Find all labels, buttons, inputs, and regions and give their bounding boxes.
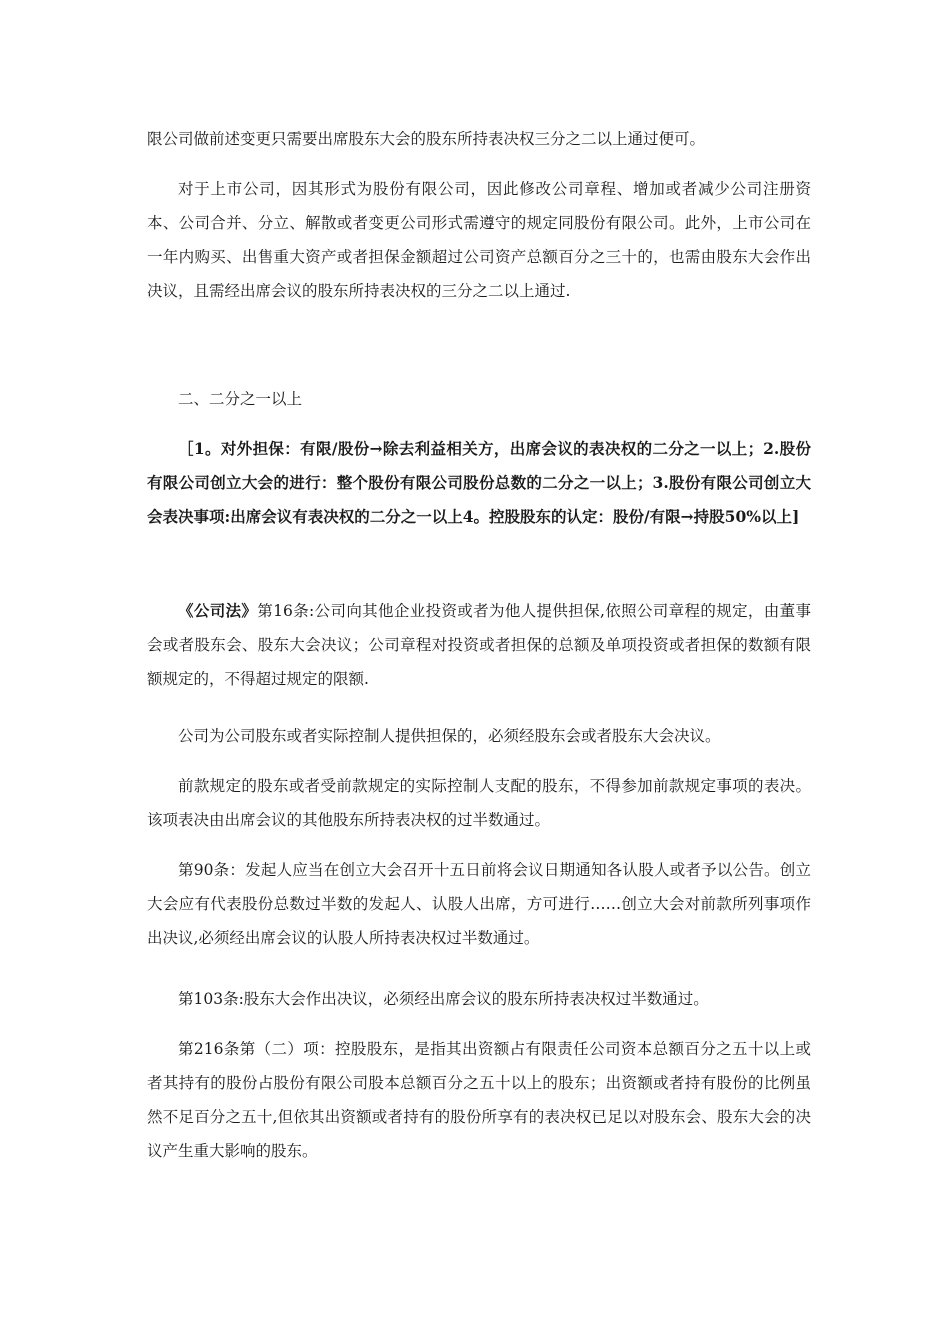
paragraph-listed-company: 对于上市公司，因其形式为股份有限公司，因此修改公司章程、增加或者减少公司注册资本、公司合并、分立、解散或者变更公司形式需遵守的规定同股份有限公司。此外，上市公司在一年内购买、出售重大资产或者担保金额超过公司资产总额百分之三十的，也需由股东大会作出决议，且需经出席会议的股东所持表决权的三分之二以上通过.	[147, 180, 811, 300]
paragraph-article-216: 第216条第（二）项：控股股东，是指其出资额占有限责任公司资本总额百分之五十以上或者其持有的股份占股份有限公司股本总额百分之五十以上的股东；出资额或者持有股份的比例虽然不足百分之五十,但依其出资额或者持有的股份所享有的表决权已足以对股东会、股东大会的决议产生重大影响的股东。	[147, 1040, 811, 1160]
article-16-text: 第16条:公司向其他企业投资或者为他人提供担保,依照公司章程的规定，由董事会或者股东会、股东大会决议；公司章程对投资或者担保的总额及单项投资或者担保的数额有限额规定的，不得超过规定的限额.	[147, 602, 811, 688]
summary-bracket: ［1。对外担保：有限/股份→除去利益相关方，出席会议的表决权的二分之一以上；2.股份有限公司创立大会的进行：整个股份有限公司股份总数的二分之一以上；3.股份有限公司创立大会表决事项:出席会议有表决权的二分之一以上4。控股股东的认定：股份/有限→持股50%以上]	[147, 439, 811, 526]
section-heading: 二、二分之一以上	[178, 390, 303, 408]
paragraph-article-16	[147, 594, 811, 696]
paragraph-article-103: 第103条:股东大会作出决议，必须经出席会议的股东所持表决权过半数通过。	[178, 990, 709, 1008]
paragraph-article-90: 第90条：发起人应当在创立大会召开十五日前将会议日期通知各认股人或者予以公告。创立大会应有代表股份总数过半数的发起人、认股人出席，方可进行……创立大会对前款所列事项作出决议,必须经出席会议的认股人所持表决权过半数通过。	[147, 861, 811, 947]
paragraph-previous-clause: 前款规定的股东或者受前款规定的实际控制人支配的股东，不得参加前款规定事项的表决。该项表决由出席会议的其他股东所持表决权的过半数通过。	[147, 777, 811, 829]
law-reference: 《公司法》	[178, 601, 258, 620]
paragraph-guarantee: 公司为公司股东或者实际控制人提供担保的，必须经股东会或者股东大会决议。	[178, 727, 721, 745]
paragraph-continuation: 限公司做前述变更只需要出席股东大会的股东所持表决权三分之二以上通过便可。	[147, 130, 706, 148]
